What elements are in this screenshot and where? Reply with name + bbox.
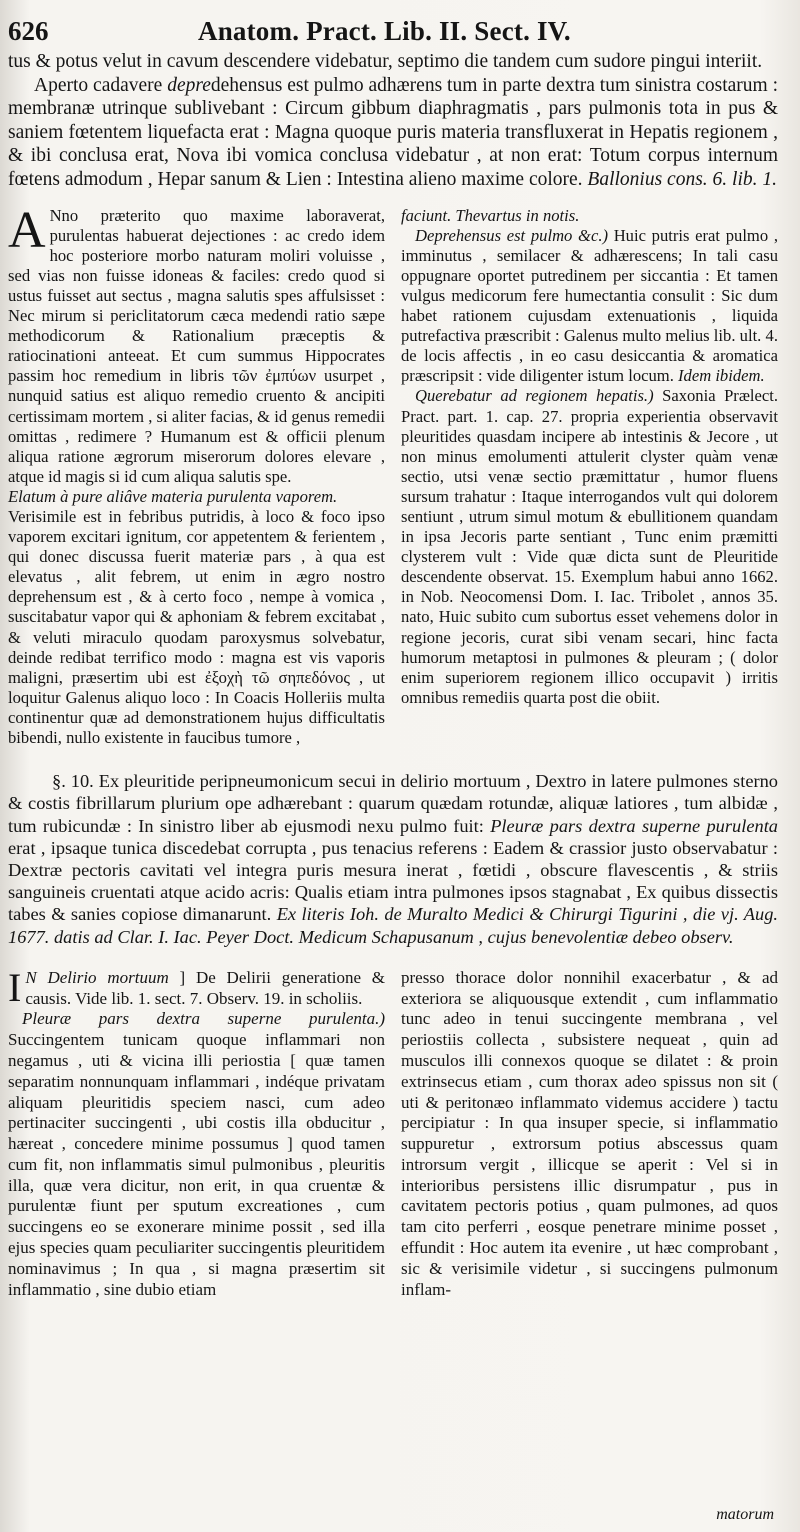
intro-continuation: tus & potus velut in cavum descendere videbatur, septimo die tandem cum sudore pingui interiit. [8, 51, 763, 72]
case-a-lead: Aperto cadavere [34, 74, 168, 96]
scholia-block-2 [8, 964, 778, 1301]
scholia-1-right-lemma1: Deprehensus est pulmo &c.) [415, 225, 608, 245]
scholia-1-right-p1-text: Huic putris erat pulmo , imminutus , semilacer & adhærescens; In tali casu oppugnare oportet putredinem per siccantia : Et tamen vulgus medicorum fere humectantia consulit : Sic dum habet rationem cujusdam extenuationis , liquida putrefactiva præscribit : Galenus multo melius lib. ult. 4. de locis affectis , in eo casu desiccantia & aromatica præscripsit : vide diligenter istum locum. [401, 225, 778, 386]
scholia-1-right-p2 [401, 386, 778, 708]
scholia-block-1 [8, 201, 778, 749]
scholia-2-left-p1 [8, 964, 386, 1010]
scholia-2-right-p1: presso thorace dolor nonnihil exacerbatur , & ad exteriora se aliquousque extendit , cum inflammatio tunc adeo in tenui succingente membrana , vel periostiis collecta , subsistere nequeat , quin ad musculos illi connexos quoque se dilatet : & proin extrinsecus etiam , cum thorax adeo spissus non sit ( uti & peritonæo inflammato videmus accidere ) tactu percipiatur : In qua insuper specie, si inflammatio suppuretur , extrorsum potius abscessus quam introrsum vergit , illicque se aperit : Vel si in interioribus persistens illic disrumpatur , pus in cavitatem pectoris potius , quam pulmones, ad quos tam cito perferri , eosque penetrare minime posset , effundit : Hoc autem ita evenire , ut hæc comprobant , sic & verisimile videtur , si succingens pulmonum inflam- [401, 967, 778, 1299]
page-number: 626 [8, 16, 49, 46]
scholia-2-left-lemma1: N Delirio mortuum [25, 967, 169, 987]
section-10-text-c: erat , ipsaque tunica discedebat corrupta , pus tenacius referens : Eadem & crassior justo observabatur : Dextræ pectoris cavitati vel integra puris mesura inerat , fœtidi , obscure flavescentis , & striis sanguineis cruentati atque acido acris: Qualis etiam intra pulmones ipsos stagnabat , Ex quibus dissectis tabes & sanies copiose dimanarunt. [8, 837, 778, 925]
scholia-1-right-column [401, 206, 778, 749]
scholia-1-right-p1 [401, 226, 778, 387]
scholia-1-left-column [8, 201, 385, 749]
scholia-1-left-p1 [8, 201, 385, 487]
scholia-2-left-column [8, 964, 386, 1301]
scholia-1-left-p1-text: Nno præterito quo maxime laboraverat, purulentas habuerat dejectiones : ac credo idem hoc posteriore morbo naturam moliri voluisse , sed vias non fuisse idoneas & faciles: credo quod si ustus fuisset aut sectus , magna salutis spes affulsisset : Nec mirum si periclitatorum cæca medendi ratio sæpe methodicorum & Rationalium præceptis & ratiocinationi anteeat. Et cum summus Hippocrates passim hoc remedium in libris τῶν ἐμπύων usurpet , nunquid satius est aliquo remedio cruento & ancipiti certissimam mortem , si aliter facias, & id genus remedii omittas , redimere ? Humanum est & officii plenum aliqua ratione ægrorum miserorum dolores elevare , atque id magis si id cum aliqua salutis spe. [8, 205, 385, 486]
intro-case-a [8, 74, 778, 192]
section-10-text-a: §. 10. Ex pleuritide peripneumonicum secui in delirio mortuum , Dextro in latere pulmones sterno & costis fibrillarum plurium ope adhærebant : quarum quædam rotundæ, aliquæ latiores , tum albidæ , tum rubicundæ : In sinistro liber ab ejusmodi nexu pulmo fuit: [8, 771, 778, 836]
section-10-source: Ex literis Ioh. de Muralto Medici & Chirurgi Tigurini , die vj. Aug. 1677. datis ad Clar. I. Iac. Peyer Doct. Medicum Schapusanum , cujus benevolentiæ debeo observ. [8, 904, 778, 947]
case-a-lead-italic: depre [167, 74, 211, 96]
catchword: matorum [716, 1506, 774, 1523]
drop-cap: A [8, 201, 46, 259]
scholia-2-left-p1-text: ] De Delirii generatione & causis. Vide lib. 1. sect. 7. Observ. 19. in scholiis. [25, 967, 386, 1008]
running-head [8, 14, 778, 48]
section-10-text [8, 770, 778, 948]
scholia-1-left-p2: Verisimile est in febribus putridis, à loco & foco ipso vaporem excitari ignitum, cor appetentem & ferientem , qui donec discussa fuerit materiæ pars , à qua est elevatus , alit febrem, ut enim in ægro nostro deprehensum est , & à certo foco , nempe à vomica , suscitabatur vapor qui & aphoniam & febrem excitabat , & veluti miraculo quodam paroxysmus solvebatur, deinde redibat terrifico modo : magna est vis vaporis maligni, præsertim ubi est ἐξοχὴ τῶ σηπεδόνος , ut loquitur Galenus aliquo loco : In Coacis Holleriis multa continentur quæ ad demonstrationem hujus difficultatis bibendi, nullo existente in faucibus tumore , [8, 506, 385, 747]
scholia-2-left-p2-text: Succingentem tunicam quoque inflammari non negamus , uti & vicina illi periostia [ quæ tamen separatim nonnunquam inflammari , indéque privatam aliquam pleuritidis speciem nasci, cum adeo pertinaciter succingenti , ubi costis illa obducitur , hæreat , concedere minime possumus ] quod tamen cum fit, non inflammatis simul pulmonibus , pleuritis illa, quæ vera dicitur, non erit, in qua cruentæ & purulentæ fiunt per sputum excreationes , cum succingens eo se exonerare minime possit , sed illa ejus species quam peculiariter succingentis pleuritidem nominavimus ; In qua , si magna præsertim sit inflammatio , sine dubio etiam [8, 1030, 385, 1299]
scholia-1-right-lemma2: Querebatur ad regionem hepatis.) [415, 386, 654, 406]
scholia-1-right-p1-cite: Idem ibidem. [678, 366, 765, 386]
running-title: Anatom. Pract. Lib. II. Sect. IV. [198, 16, 571, 46]
case-a-source: Ballonius cons. 6. lib. 1. [587, 168, 778, 190]
scholia-2-left-p2 [8, 1009, 385, 1300]
section-10 [8, 770, 778, 948]
case-a-body: dehensus est pulmo adhærens tum in parte dextra tum sinistra costarum : membranæ utrinque sublivebant : Circum gibbum diaphragmatis , pars pulmonis tota in pus & saniem fœtentem liquefacta erat : Magna quoque puris materia transfluxerat in Hepatis regionem , & ibi conclusa erat, Nova ibi vomica conclusa videbatur , at non erat: Totum corpus internum fœtens admodum , Hepar sanum & Lien : Intestina alieno maxime colore. [8, 74, 778, 190]
scholia-2-right-column [401, 968, 778, 1301]
section-10-text-b: Pleuræ pars dextra superne purulenta [490, 815, 778, 836]
scholia-1-left-lemma: Elatum à pure aliâve materia purulenta vaporem. [8, 486, 338, 506]
scholia-2-left-lemma2: Pleuræ pars dextra superne purulenta.) [22, 1009, 385, 1029]
drop-cap: I [8, 964, 22, 1010]
scholia-1-right-p2-text: Saxonia Prælect. Pract. part. 1. cap. 27. propria experientia observavit pleuritides quasdam incipere ab intestinis & Jecore , ut non minus emolumenti attulerit clyster quàm venæ sectio, utsi venæ sectio præmittatur , humor fluens sursum trahatur : Itaque interrogandos vult qui dolorem sentiunt , utrum simul motum & ebullitionem quandam in ipsa Jecoris parte sentiant , Tunc enim præmitti clysterem vult : Vide quæ dicta sunt de Pleuritide descendente observat. 15. Exemplum habui anno 1662. in Nob. Neocomensi Dom. I. Iac. Tribolet , annos 35. nato, Huic subito cum subortus esset vehemens dolor in regione jecoris, curat sibi venam secari, hinc facta humorum metaptosi in pulmones & pleuram ; ( dolor enim superiorem regionem illico occupavit ) irritis omnibus remediis quarta post die obiit. [401, 386, 778, 707]
scholia-1-right-p0: faciunt. Thevartus in notis. [401, 205, 580, 225]
